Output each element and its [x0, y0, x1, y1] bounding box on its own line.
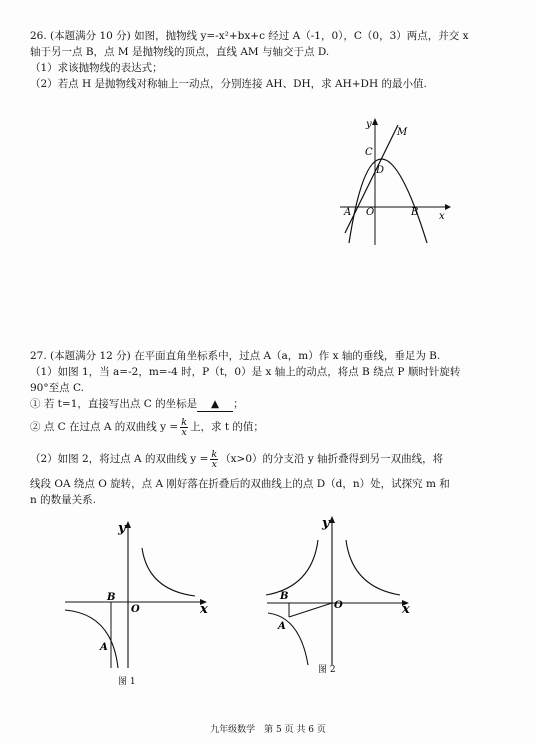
figure-2-hyperbola: [262, 515, 422, 675]
q27-line-6: [30, 446, 443, 472]
q27-line-6-end: （x>0）的分支沿 y 轴折叠得到另一双曲线，将: [220, 453, 444, 465]
q26-label-C: C: [365, 147, 373, 158]
q27-line-3: 90°至点 C.: [30, 382, 84, 394]
fig2-label-A: A: [278, 621, 286, 632]
figure-1-hyperbola: [60, 518, 220, 678]
fig2-label-B: B: [280, 591, 289, 602]
q27-line-8: n 的数量关系.: [30, 494, 96, 506]
answer-blank: ▲: [197, 398, 233, 412]
fraction-numerator-2: k: [211, 448, 218, 460]
fraction-numerator: k: [181, 416, 187, 428]
q26-label-M: M: [397, 127, 408, 138]
q26-line-3: （1）求该抛物线的表达式；: [30, 62, 163, 74]
fig2-label-y: y: [322, 516, 330, 531]
page-footer: 九年级数学 第 5 页 共 6 页: [210, 725, 326, 735]
q27-line-1: 27. (本题满分 12 分) 在平面直角坐标系中，过点 A（a，m）作 x 轴的垂线，垂足为 B.: [30, 350, 441, 362]
fig1-label-x: x: [200, 602, 208, 617]
q26-line-2: 轴于另一点 B，点 M 是抛物线的顶点，直线 AM 与轴交于点 D.: [30, 46, 330, 58]
fig1-label-y: y: [118, 521, 126, 536]
q26-label-A: A: [344, 207, 352, 218]
q27-line-6-text: （2）如图 2，将过点 A 的双曲线 y =: [30, 453, 209, 465]
fig1-label-A: A: [100, 642, 108, 653]
fraction-k-over-x: [180, 418, 188, 437]
q27-line-5: [30, 414, 264, 440]
q26-label-D: D: [376, 165, 385, 176]
q26-label-B: B: [411, 207, 419, 218]
q26-label-O: O: [366, 207, 375, 218]
q27-line-7: 线段 OA 绕点 O 旋转，点 A 刚好落在折叠后的双曲线上的点 D（d，n）处，试探究 m 和: [30, 478, 450, 490]
q27-line-2: （1）如图 1，当 a=-2，m=-4 时，P（t，0）是 x 轴上的动点，将点 B 绕点 P 顺时针旋转: [30, 366, 461, 378]
fraction-denominator-2: x: [211, 458, 217, 470]
q26-label-x: x: [439, 211, 445, 222]
fraction-k-over-x-2: [210, 450, 218, 469]
q27-line-5-end: 上，求 t 的值；: [189, 421, 264, 433]
q26-label-y: y: [366, 119, 372, 130]
q26-parabola-graph: [335, 115, 455, 255]
fig1-label-O: O: [131, 604, 140, 615]
fraction-denominator: x: [181, 426, 187, 438]
q27-line-5-text: ② 点 C 在过点 A 的双曲线 y =: [30, 421, 179, 433]
q27-line-4-end: ；: [233, 398, 244, 410]
fig1-label-B: B: [107, 592, 116, 603]
figure-1-caption: 图 1: [118, 677, 136, 687]
q26-line-1: 26. (本题满分 10 分) 如图，抛物线 y=-x²+bx+c 经过 A（-1，0），C（0，3）两点，并交 x: [30, 30, 469, 42]
fig2-label-O: O: [334, 600, 343, 611]
q27-line-4: [30, 398, 244, 412]
fig2-label-x: x: [402, 602, 410, 617]
figure-2-caption: 图 2: [318, 665, 336, 675]
q27-line-4-text: ① 若 t=1，直接写出点 C 的坐标是: [30, 398, 198, 410]
q26-line-4: （2）若点 H 是抛物线对称轴上一动点，分别连接 AH、DH，求 AH+DH 的最小值.: [30, 78, 427, 90]
